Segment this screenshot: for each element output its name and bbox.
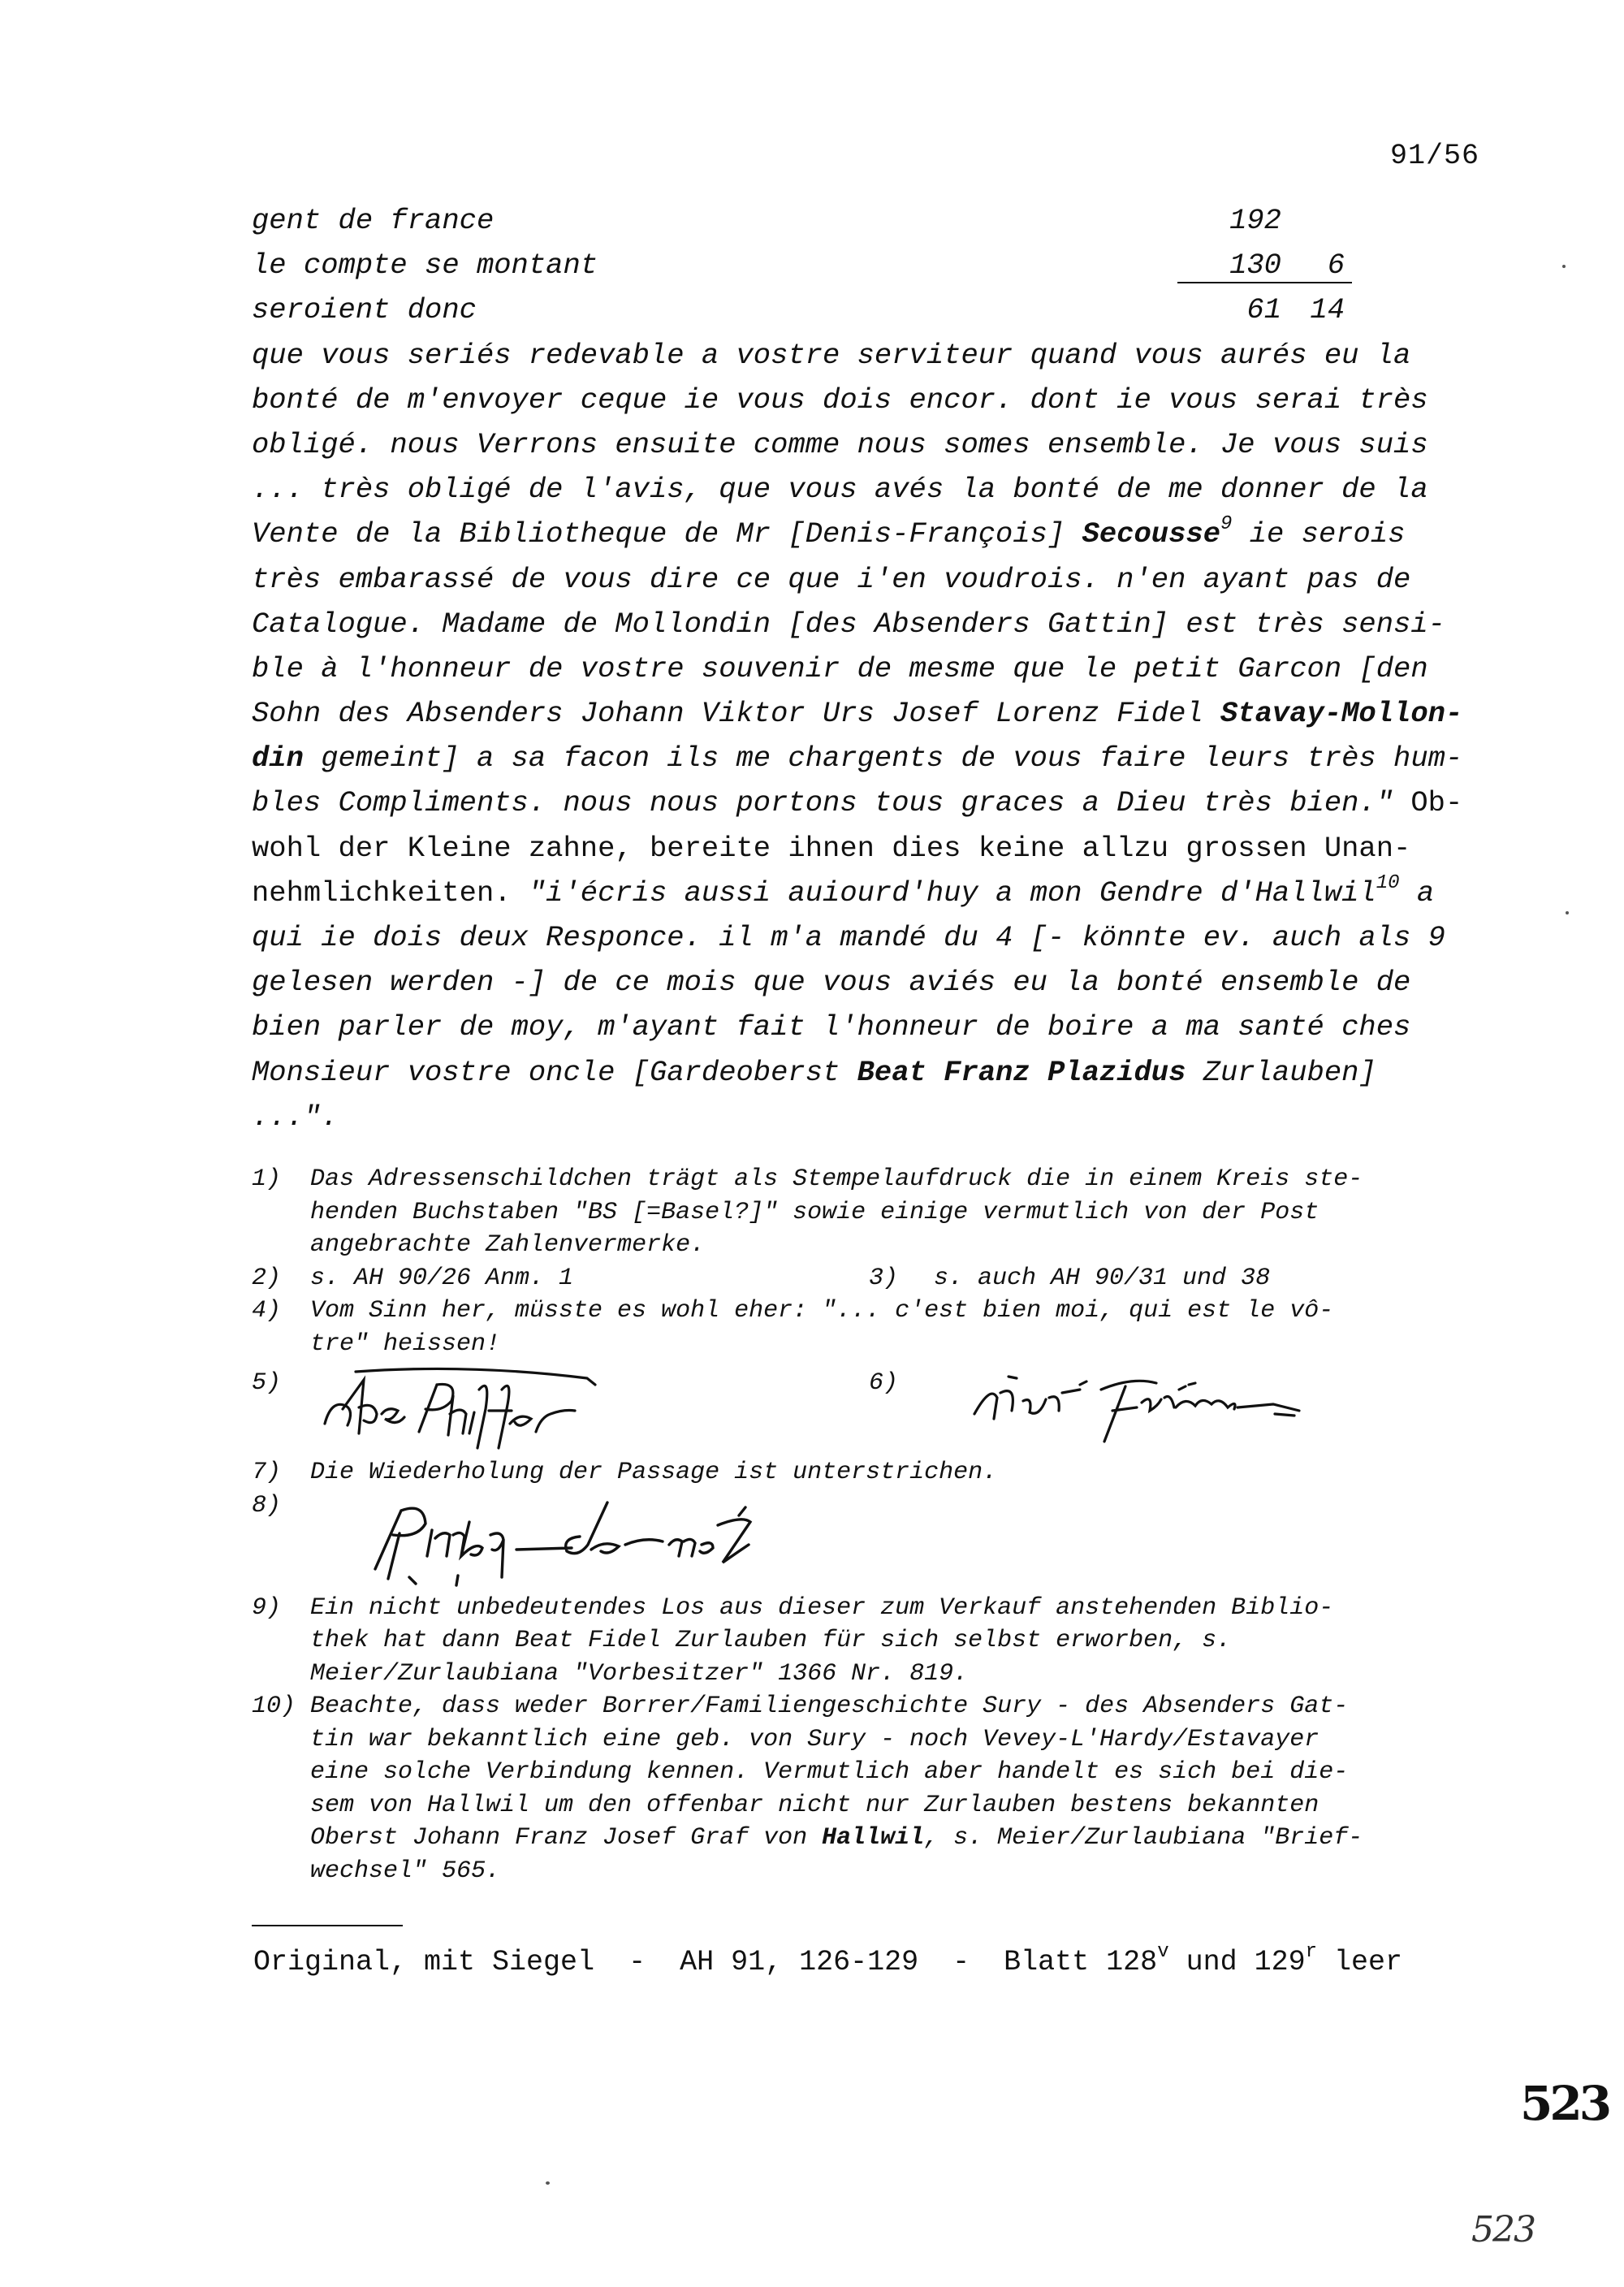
footnote-line: wechsel" 565. — [310, 1857, 501, 1885]
footnote-separator — [252, 1925, 403, 1926]
text-line — [252, 736, 1502, 780]
source-line — [253, 1941, 1403, 1978]
signature-row — [252, 1489, 1502, 1592]
page-number: 91/56 — [1390, 140, 1480, 172]
footnote — [252, 1295, 1502, 1360]
account-amount: 130 — [1229, 249, 1281, 283]
person-name: Beat Franz Plazidus — [857, 1055, 1186, 1089]
speck — [1566, 911, 1569, 914]
account-amount: 14 — [1310, 293, 1345, 327]
footnote-text: s. AH 90/26 Anm. 1 — [310, 1264, 574, 1292]
footnote-number: 10) — [252, 1693, 296, 1720]
footnote-number: 7) — [252, 1459, 282, 1486]
footnote-line — [310, 1822, 1502, 1855]
text-run: Zurlauben] — [1186, 1055, 1376, 1089]
account-label: gent de france — [252, 204, 495, 237]
text-run: "i'écris aussi auiourd'huy a mon Gendre d'Hallwil — [528, 875, 1376, 910]
text-run: Monsieur vostre oncle [Gardeoberst — [252, 1055, 857, 1089]
footnote — [252, 1163, 1502, 1262]
text-line: bonté de m'envoyer ceque ie vous dois encor. dont ie vous serai très — [252, 383, 1428, 417]
footnote-number: 8) — [252, 1491, 282, 1520]
account-amount: 61 — [1246, 293, 1281, 327]
footnote-line: eine solche Verbindung kennen. Vermutlich aber handelt es sich bei die- — [310, 1758, 1349, 1786]
text-line: Catalogue. Madame de Mollondin [des Absenders Gattin] est très sensi- — [252, 607, 1445, 641]
footnote-number: 4) — [252, 1297, 282, 1325]
footnote-ref: 9 — [1220, 513, 1233, 536]
text-run: und 129 — [1168, 1946, 1306, 1978]
footnote-number: 1) — [252, 1165, 282, 1193]
footnotes — [252, 1163, 1502, 1887]
footnote-text: s. auch AH 90/31 und 38 — [934, 1264, 1271, 1292]
footnote-line: Das Adressenschildchen trägt als Stempelaufdruck die in einem Kreis ste- — [310, 1165, 1363, 1193]
text-line: wohl der Kleine zahne, bereite ihnen dies keine allzu grossen Unan- — [252, 831, 1411, 865]
text-run: bles Compliments. nous nous portons tous graces a Dieu très bien." — [252, 786, 1394, 820]
footnote-pair — [252, 1262, 1502, 1295]
footnote-line: tre" heissen! — [310, 1329, 501, 1358]
footnote-ref: 10 — [1376, 871, 1400, 894]
account-label: seroient donc — [252, 293, 477, 327]
footnote — [252, 1456, 1502, 1489]
account-row — [252, 243, 1502, 287]
footnote-line: tin war bekanntlich eine geb. von Sury - noch Vevey-L'Hardy/Estavayer — [310, 1725, 1320, 1753]
text-run: nehmlichkeiten. — [252, 875, 529, 910]
account-row — [252, 287, 1502, 332]
superscript: r — [1305, 1941, 1318, 1963]
footnote-number: 2) — [252, 1264, 282, 1292]
text-run: Vente de la Bibliotheque de Mr [Denis-François] — [252, 517, 1082, 551]
person-name: Hallwil — [822, 1824, 925, 1852]
text-line: ble à l'honneur de vostre souvenir de mesme que le petit Garcon [den — [252, 651, 1428, 685]
text-line: que vous seriés redevable a vostre serviteur quand vous aurés eu la — [252, 338, 1411, 372]
footnote-number: 6) — [869, 1369, 899, 1397]
footnote-number: 3) — [869, 1264, 899, 1292]
superscript: v — [1157, 1941, 1169, 1963]
person-name: din — [252, 741, 304, 776]
footnote-line: thek hat dann Beat Fidel Zurlauben für sich selbst erworben, s. — [310, 1627, 1232, 1654]
footnote-line: Ein nicht unbedeutendes Los aus dieser zum Verkauf anstehenden Biblio- — [310, 1593, 1334, 1622]
text-line — [252, 1050, 1502, 1095]
text-run: Original, mit Siegel - AH 91, 126-129 - Blatt 128 — [253, 1946, 1158, 1978]
speck — [546, 2181, 550, 2185]
footnote-line: sem von Hallwil um den offenbar nicht nur Zurlauben bestens bekannten — [310, 1791, 1320, 1819]
text-run: , s. Meier/Zurlaubiana "Brief- — [924, 1824, 1363, 1852]
footnote-line: angebrachte Zahlenvermerke. — [310, 1231, 706, 1259]
speck — [1562, 265, 1566, 268]
text-run: gemeint] a sa facon ils me chargents de vous faire leurs très hum- — [303, 741, 1463, 776]
account-amount: 6 — [1327, 249, 1345, 283]
text-run: Ob- — [1393, 786, 1463, 820]
footnote-number: 9) — [252, 1593, 282, 1622]
archive-stamp: 523 — [1520, 2076, 1609, 2131]
text-line: gelesen werden -] de ce mois que vous aviés eu la bonté ensemble de — [252, 966, 1411, 1000]
text-line — [252, 780, 1502, 825]
footnote — [252, 1690, 1502, 1887]
footnote-line: Meier/Zurlaubiana "Vorbesitzer" 1366 Nr. 819. — [310, 1659, 969, 1688]
footnote-line: Vom Sinn her, müsste es wohl eher: "... c'est bien moi, qui est le vô- — [310, 1297, 1334, 1325]
account-label: le compte se montant — [252, 249, 598, 283]
signature-image — [361, 1488, 848, 1587]
signature-image — [958, 1360, 1348, 1450]
text-line: ...". — [252, 1100, 339, 1134]
text-line: très embarassé de vous dire ce que i'en voudrois. n'en ayant pas de — [252, 562, 1411, 596]
person-name: Stavay-Mollon- — [1220, 697, 1463, 731]
text-run: Sohn des Absenders Johann Viktor Urs Josef Lorenz Fidel — [252, 697, 1220, 731]
text-line — [252, 871, 1502, 915]
text-line: bien parler de moy, m'ayant fait l'honneur de boire a ma santé ches — [252, 1010, 1411, 1044]
text-line — [252, 691, 1502, 736]
signature-row — [252, 1360, 1502, 1456]
text-run: a — [1399, 875, 1435, 910]
footnote — [252, 1592, 1502, 1691]
text-line — [252, 512, 1502, 556]
text-line: obligé. nous Verrons ensuite comme nous somes ensemble. Je vous suis — [252, 427, 1428, 461]
letter-text — [252, 198, 1502, 1139]
footnote-line: Beachte, dass weder Borrer/Familiengeschichte Sury - des Absenders Gat- — [310, 1693, 1349, 1720]
account-row — [252, 198, 1502, 243]
account-amount: 192 — [1229, 204, 1281, 237]
footnote-line: henden Buchstaben "BS [=Basel?]" sowie einige vermutlich von der Post — [310, 1198, 1320, 1226]
text-run: leer — [1317, 1946, 1403, 1978]
signature-image — [307, 1360, 615, 1450]
sum-rule — [1177, 282, 1352, 283]
footnote-line: Die Wiederholung der Passage ist unterstrichen. — [310, 1459, 998, 1486]
footnote-number: 5) — [252, 1369, 282, 1397]
text-run: ie serois — [1232, 517, 1406, 551]
text-line: ... très obligé de l'avis, que vous avés la bonté de me donner de la — [252, 473, 1428, 507]
archive-stamp: 523 — [1471, 2209, 1535, 2250]
text-line: qui ie dois deux Responce. il m'a mandé du 4 [- könnte ev. auch als 9 — [252, 921, 1445, 954]
person-name: Secousse — [1082, 517, 1221, 551]
text-run: Oberst Johann Franz Josef Graf von — [310, 1824, 823, 1852]
